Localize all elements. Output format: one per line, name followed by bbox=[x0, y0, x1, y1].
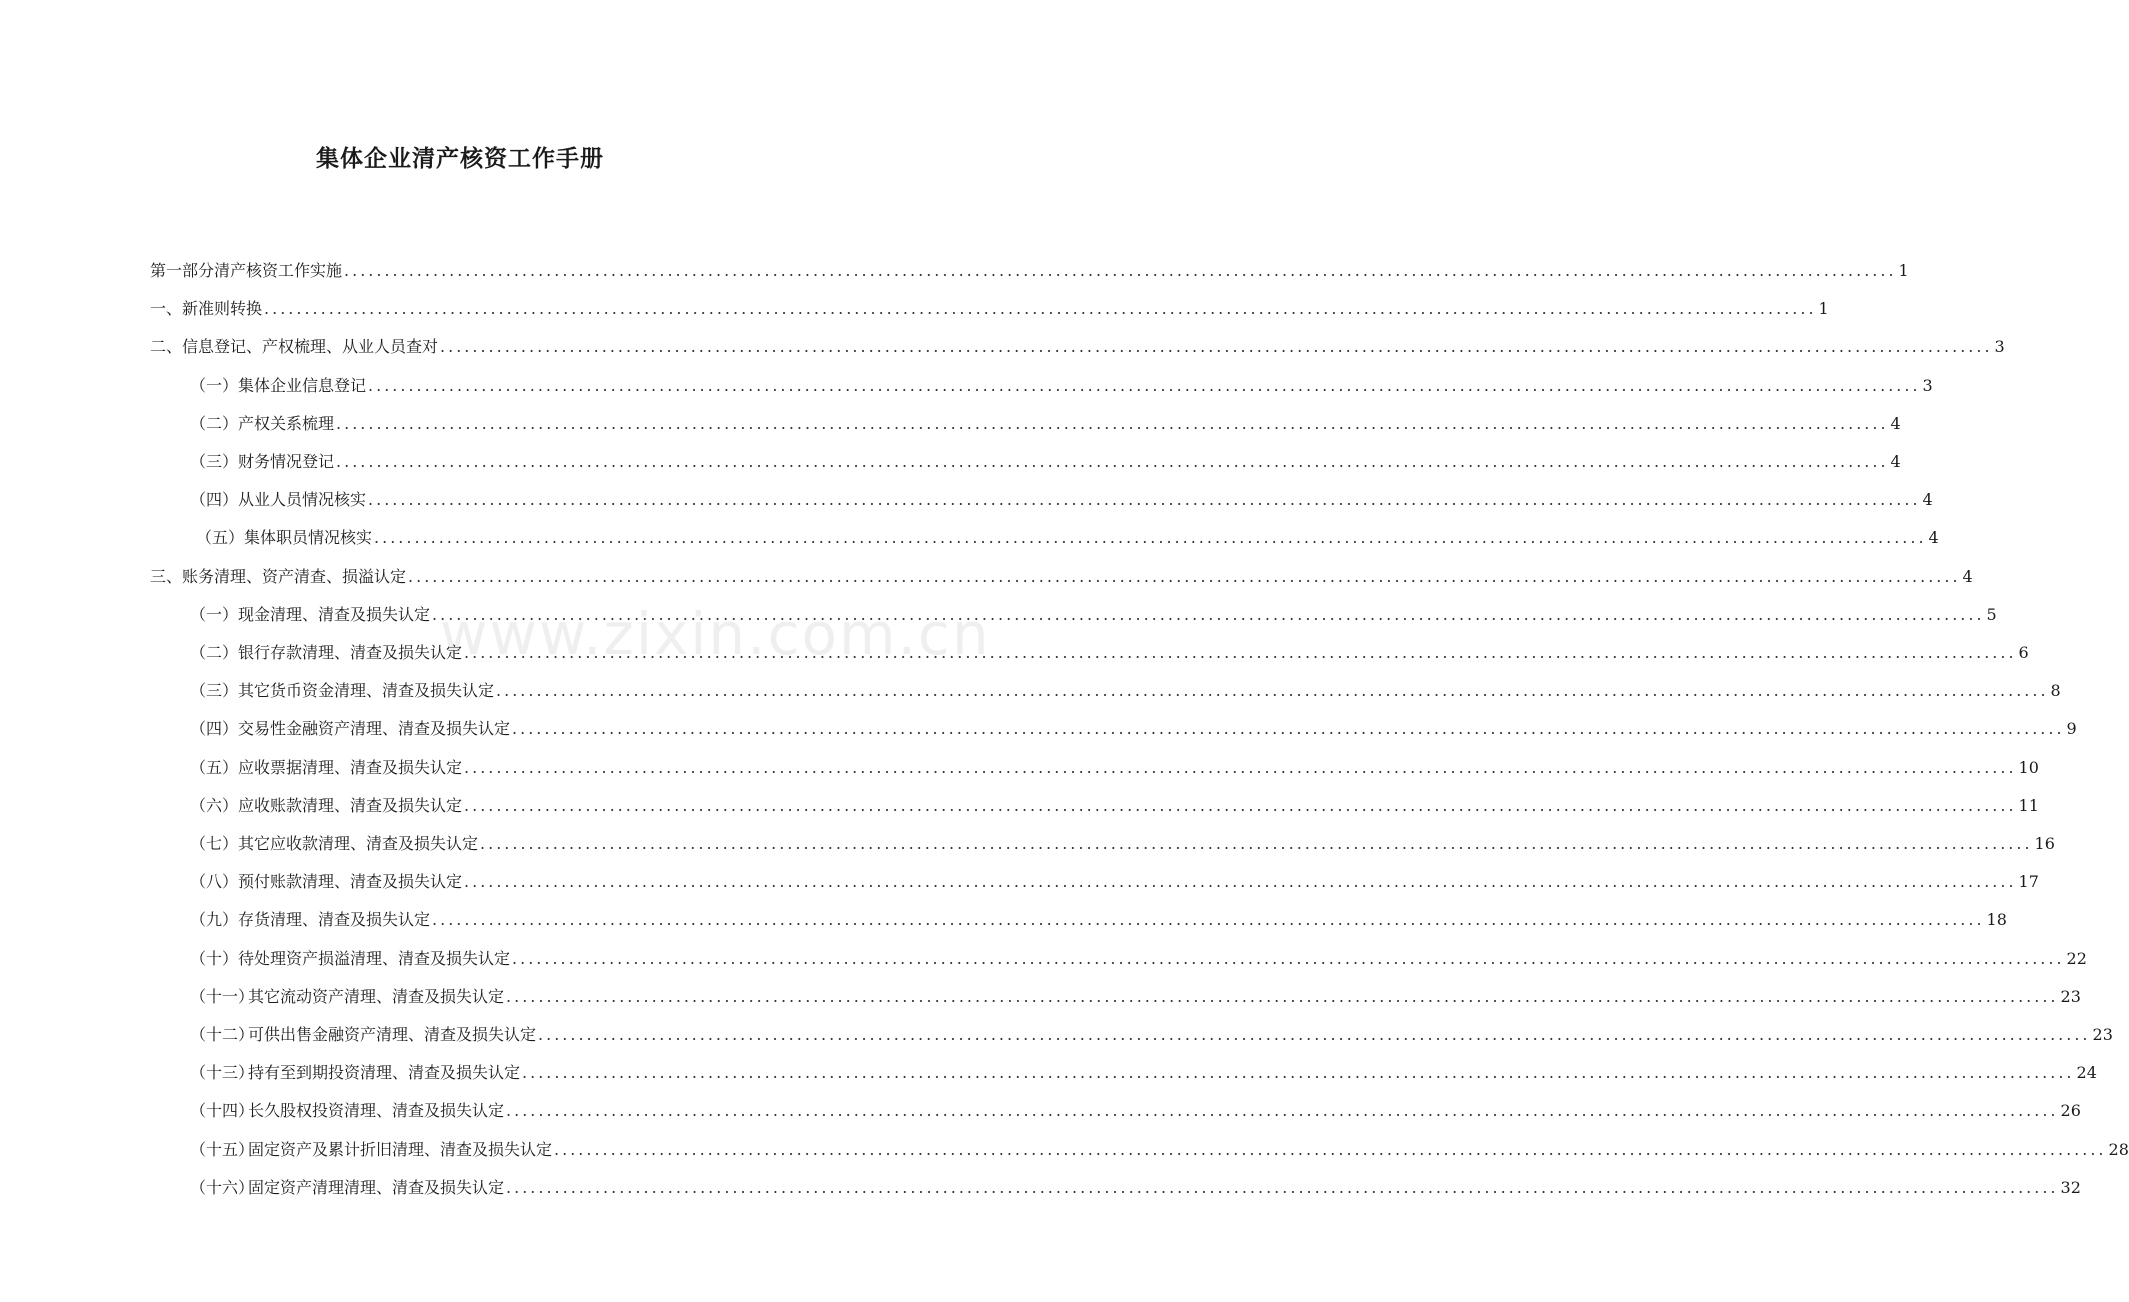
toc-entry-title: 其它流动资产清理、清查及损失认定 bbox=[248, 986, 505, 1006]
toc-entry-page: 32 bbox=[2060, 1177, 2081, 1197]
toc-entry-page: 4 bbox=[1890, 452, 1901, 471]
toc-entry-title: 财务情况登记 bbox=[238, 452, 335, 471]
toc-entry-number: （一） bbox=[190, 604, 239, 624]
toc-leader-dots bbox=[480, 825, 2033, 863]
toc-entry-number: （十一） bbox=[190, 986, 255, 1006]
toc-entry-page: 1 bbox=[1818, 299, 1829, 319]
toc-entry-title: 可供出售金融资产清理、清查及损失认定 bbox=[248, 1025, 537, 1044]
toc-entry-title: 新准则转换 bbox=[182, 299, 263, 319]
toc-entry-number: （二） bbox=[190, 413, 239, 433]
toc-leader-dots bbox=[336, 405, 1889, 443]
toc-entry[interactable] bbox=[190, 1092, 2081, 1130]
toc-entry[interactable] bbox=[196, 519, 1939, 557]
toc-entry-title: 应收账款清理、清查及损失认定 bbox=[238, 795, 463, 815]
toc-entry-title: 现金清理、清查及损失认定 bbox=[238, 604, 431, 624]
toc-entry-title: 预付账款清理、清查及损失认定 bbox=[238, 872, 463, 892]
toc-entry-number: （十六） bbox=[190, 1177, 255, 1197]
toc-leader-dots bbox=[464, 634, 2017, 672]
watermark: www.zixin.com.cn bbox=[440, 600, 991, 668]
toc-entry[interactable] bbox=[190, 940, 2087, 978]
toc-leader-dots bbox=[464, 787, 2017, 825]
toc-entry-title: 固定资产清理清理、清查及损失认定 bbox=[248, 1177, 505, 1197]
toc-leader-dots bbox=[368, 367, 1921, 405]
toc-leader-dots bbox=[374, 519, 1927, 557]
toc-entry[interactable] bbox=[150, 558, 1973, 596]
toc-leader-dots bbox=[506, 1169, 2059, 1207]
toc-entry-page: 3 bbox=[1994, 337, 2005, 357]
toc-leader-dots bbox=[432, 901, 1985, 939]
toc-entry-number: 二、 bbox=[150, 337, 183, 357]
toc-leader-dots bbox=[264, 290, 1817, 328]
toc-entry-page: 10 bbox=[2018, 757, 2039, 777]
toc-entry[interactable] bbox=[190, 405, 1901, 443]
toc-entry-title: 集体职员情况核实 bbox=[244, 528, 373, 548]
toc-entry-number: （四） bbox=[190, 719, 239, 739]
toc-entry-page: 6 bbox=[2018, 643, 2029, 662]
toc-entry-page: 22 bbox=[2066, 948, 2087, 968]
toc-entry-number: （二） bbox=[190, 643, 239, 662]
toc-entry[interactable] bbox=[190, 825, 2055, 863]
toc-entry-number: （四） bbox=[190, 490, 239, 510]
toc-leader-dots bbox=[432, 596, 1985, 634]
toc-entry-number: （十二） bbox=[190, 1025, 255, 1044]
toc-leader-dots bbox=[408, 558, 1961, 596]
toc-entry[interactable] bbox=[190, 367, 1933, 405]
toc-entry-title: 从业人员情况核实 bbox=[238, 490, 367, 510]
toc-leader-dots bbox=[506, 978, 2059, 1016]
toc-entry-page: 3 bbox=[1922, 375, 1933, 395]
toc-entry-title: 集体企业信息登记 bbox=[238, 375, 367, 395]
toc-entry-page: 17 bbox=[2018, 872, 2039, 892]
toc-leader-dots bbox=[512, 710, 2065, 748]
toc-entry-title: 其它应收款清理、清查及损失认定 bbox=[238, 834, 479, 853]
toc-entry-title: 信息登记、产权梳理、从业人员查对 bbox=[182, 337, 439, 357]
toc-leader-dots bbox=[464, 749, 2017, 787]
toc-leader-dots bbox=[496, 672, 2049, 710]
toc-entry-page: 16 bbox=[2034, 834, 2055, 853]
toc-entry-title: 账务清理、资产清查、损溢认定 bbox=[182, 566, 407, 586]
toc-entry[interactable] bbox=[190, 1016, 2113, 1054]
toc-entry-title: 固定资产及累计折旧清理、清查及损失认定 bbox=[248, 1139, 553, 1159]
toc-entry[interactable] bbox=[190, 978, 2081, 1016]
toc-entry-title: 待处理资产损溢清理、清查及损失认定 bbox=[238, 948, 511, 968]
toc-leader-dots bbox=[522, 1054, 2075, 1092]
toc-entry-number: （七） bbox=[190, 834, 239, 853]
toc-entry-number: 一、 bbox=[150, 299, 183, 319]
toc-leader-dots bbox=[368, 481, 1921, 519]
toc-entry-page: 1 bbox=[1898, 261, 1909, 280]
toc-entry[interactable] bbox=[150, 328, 2005, 366]
toc-leader-dots bbox=[440, 328, 1993, 366]
toc-entry-number: （十三） bbox=[190, 1063, 255, 1083]
toc-entry[interactable] bbox=[190, 787, 2039, 825]
toc-entry-number: （十四） bbox=[190, 1101, 255, 1121]
toc-entry[interactable] bbox=[190, 749, 2039, 787]
toc-entry-title: 存货清理、清查及损失认定 bbox=[238, 910, 431, 930]
toc-leader-dots bbox=[538, 1016, 2091, 1054]
toc-entry-number: （五） bbox=[190, 757, 239, 777]
toc-entry-title: 其它货币资金清理、清查及损失认定 bbox=[238, 681, 495, 701]
toc-entry[interactable] bbox=[190, 901, 2007, 939]
toc-entry-page: 23 bbox=[2060, 986, 2081, 1006]
toc-entry-page: 4 bbox=[1962, 566, 1973, 586]
toc-entry-page: 4 bbox=[1890, 413, 1901, 433]
toc-entry[interactable] bbox=[190, 443, 1901, 481]
toc-entry[interactable] bbox=[190, 1131, 2129, 1169]
document-title: 集体企业清产核资工作手册 bbox=[316, 146, 604, 172]
toc-leader-dots bbox=[464, 863, 2017, 901]
toc-entry-page: 18 bbox=[1986, 910, 2007, 930]
toc-entry-page: 23 bbox=[2092, 1025, 2113, 1044]
toc-entry-title: 产权关系梳理 bbox=[238, 413, 335, 433]
toc-entry-page: 4 bbox=[1928, 528, 1939, 548]
toc-entry-number: 三、 bbox=[150, 566, 183, 586]
toc-entry-page: 26 bbox=[2060, 1101, 2081, 1121]
toc-leader-dots bbox=[512, 940, 2065, 978]
toc-entry-page: 24 bbox=[2076, 1063, 2097, 1083]
toc-entry-number: （六） bbox=[190, 795, 239, 815]
toc-leader-dots bbox=[506, 1092, 2059, 1130]
toc-entry-number: （八） bbox=[190, 872, 239, 892]
toc-entry[interactable] bbox=[190, 672, 2061, 710]
toc-entry[interactable] bbox=[150, 252, 1909, 290]
toc-entry-number: （一） bbox=[190, 375, 239, 395]
toc-entry-number: 第一部分 bbox=[150, 261, 215, 280]
toc-entry-number: （十五） bbox=[190, 1139, 255, 1159]
toc-entry[interactable] bbox=[150, 290, 1829, 328]
toc-entry-title: 应收票据清理、清查及损失认定 bbox=[238, 757, 463, 777]
toc-entry-page: 4 bbox=[1922, 490, 1933, 510]
toc-entry[interactable] bbox=[190, 710, 2077, 748]
toc-entry[interactable] bbox=[190, 863, 2039, 901]
toc-leader-dots bbox=[344, 252, 1897, 290]
toc-entry[interactable] bbox=[190, 1054, 2097, 1092]
toc-entry-page: 28 bbox=[2108, 1139, 2129, 1159]
toc-entry-page: 11 bbox=[2018, 795, 2039, 815]
toc-leader-dots bbox=[554, 1131, 2107, 1169]
toc-entry-title: 银行存款清理、清查及损失认定 bbox=[238, 643, 463, 662]
toc-entry-title: 清产核资工作实施 bbox=[214, 261, 343, 280]
toc-entry-title: 交易性金融资产清理、清查及损失认定 bbox=[238, 719, 511, 739]
toc-entry-page: 8 bbox=[2050, 681, 2061, 701]
toc-entry-page: 9 bbox=[2066, 719, 2077, 739]
toc-entry-title: 持有至到期投资清理、清查及损失认定 bbox=[248, 1063, 521, 1083]
toc-entry-number: （十） bbox=[190, 948, 239, 968]
toc-entry-number: （九） bbox=[190, 910, 239, 930]
toc-entry-number: （三） bbox=[190, 452, 239, 471]
toc-entry[interactable] bbox=[190, 1169, 2081, 1207]
toc-entry-number: （五） bbox=[196, 528, 245, 548]
toc-entry-page: 5 bbox=[1986, 604, 1997, 624]
toc-entry-title: 长久股权投资清理、清查及损失认定 bbox=[248, 1101, 505, 1121]
toc-entry[interactable] bbox=[190, 481, 1933, 519]
toc-entry-number: （三） bbox=[190, 681, 239, 701]
toc-leader-dots bbox=[336, 443, 1889, 481]
